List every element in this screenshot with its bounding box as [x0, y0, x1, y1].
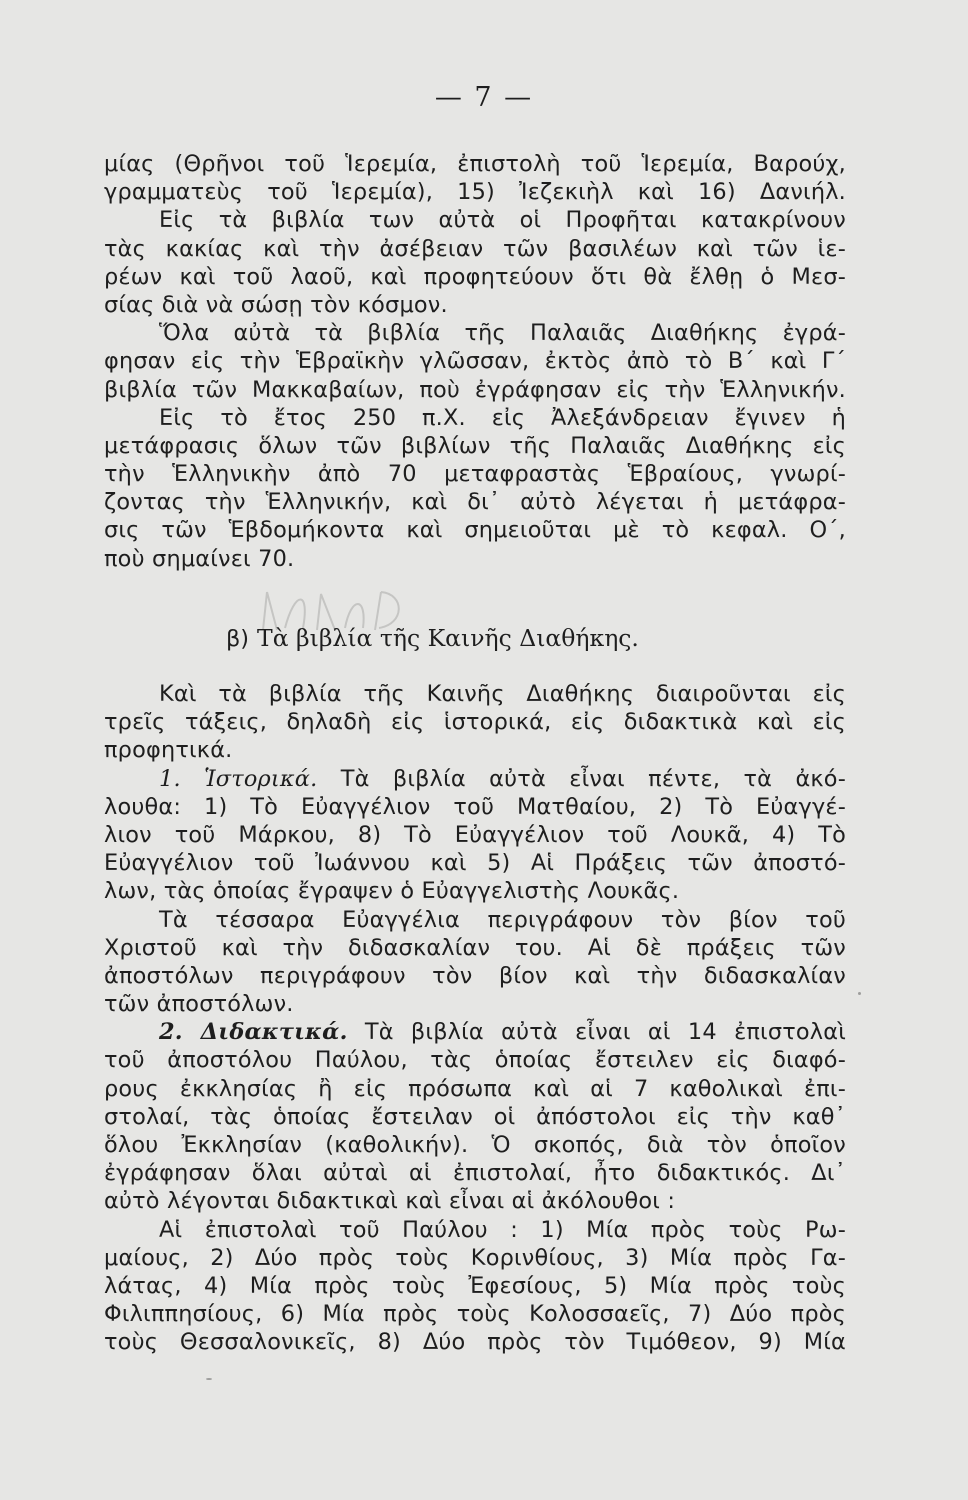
paper-speck	[206, 1378, 212, 1380]
text-line	[104, 1328, 846, 1356]
line-text: σις τῶν Ἑβδομήκοντα καὶ σημειοῦται μὲ τὸ κεφαλ. Ο΄,	[104, 517, 846, 544]
line-text: Καὶ τὰ βιβλία τῆς Καινῆς Διαθήκης διαιροῦνται εἰς	[159, 681, 846, 707]
text-line	[104, 1159, 846, 1187]
line-text: φησαν εἰς τὴν Ἑβραϊκὴν γλῶσσαν, ἐκτὸς ἀπὸ τὸ Β΄ καὶ Γ΄	[104, 348, 846, 375]
section-title: Τὰ βιβλία τῆς Καινῆς Διαθήκης.	[257, 624, 639, 652]
line-text: Εἰς τὸ ἔτος 250 π.Χ. εἰς Ἀλεξάνδρειαν ἔγινεν ἡ	[159, 404, 846, 431]
line-text: ρους ἐκκλησίας ἢ εἰς πρόσωπα καὶ αἱ 7 καθολικαὶ ἐπι-	[104, 1075, 846, 1102]
text-line	[104, 150, 846, 178]
line-text: Αἱ ἐπιστολαὶ τοῦ Παύλου : 1) Μία πρὸς τοὺς Ρω-	[159, 1216, 846, 1243]
old-testament-paragraphs	[104, 150, 846, 573]
new-testament-paragraphs	[104, 680, 846, 1357]
section-marker: β)	[226, 626, 250, 652]
text-line	[104, 1046, 846, 1074]
line-text: τῶν ἀποστόλων.	[104, 991, 294, 1018]
text-line	[104, 765, 846, 793]
line-text: μίας (Θρῆνοι τοῦ Ἱερεμία, ἐπιστολὴ τοῦ Ἱερεμία, Βαρούχ,	[104, 151, 846, 177]
text-line	[104, 1018, 846, 1046]
subsection-heading: 2. Διδακτικά.	[159, 1019, 348, 1046]
text-line	[104, 962, 846, 990]
line-text: ὅλου Ἐκκλησίαν (καθολικήν). Ὁ σκοπός, διὰ τὸν ὁποῖον	[104, 1132, 846, 1158]
line-text: λιον τοῦ Μάρκου, 8) Τὸ Εὐαγγέλιον τοῦ Λουκᾶ, 4) Τὸ	[104, 821, 846, 848]
line-text: τοῦ ἀποστόλου Παύλου, τὰς ὁποίας ἔστειλεν εἰς διαφό-	[104, 1047, 846, 1074]
line-text: σίας διὰ νὰ σώσῃ τὸν κόσμον.	[104, 291, 448, 318]
text-line	[104, 178, 846, 206]
text-line	[104, 1216, 846, 1244]
line-text: μαίους, 2) Δύο πρὸς τοὺς Κορινθίους, 3) Μία πρὸς Γα-	[104, 1244, 846, 1271]
line-text: μετάφρασις ὅλων τῶν βιβλίων τῆς Παλαιᾶς Διαθήκης εἰς	[104, 432, 846, 459]
text-line	[104, 404, 846, 432]
line-text: ρέων καὶ τοῦ λαοῦ, καὶ προφητεύουν ὅτι θὰ ἔλθῃ ὁ Μεσ-	[104, 263, 846, 290]
text-line	[104, 263, 846, 291]
line-text: λων, τὰς ὁποίας ἔγραψεν ὁ Εὐαγγελιστὴς Λουκᾶς.	[104, 878, 680, 905]
text-line	[104, 793, 846, 821]
line-text: ζοντας τὴν Ἑλληνικήν, καὶ δι᾽ αὐτὸ λέγεται ἡ μετάφρα-	[104, 489, 846, 516]
line-text: λάτας, 4) Μία πρὸς τοὺς Ἐφεσίους, 5) Μία πρὸς τοὺς	[104, 1272, 846, 1299]
text-line	[104, 934, 846, 962]
line-text: Τὰ βιβλία αὐτὰ εἶναι αἱ 14 ἐπιστολαὶ	[347, 1019, 846, 1046]
text-line	[104, 545, 846, 573]
text-line	[104, 376, 846, 404]
page-number: — 7 —	[434, 82, 534, 113]
text-line	[104, 1244, 846, 1272]
line-text: Χριστοῦ καὶ τὴν διδασκαλίαν του. Αἱ δὲ πράξεις τῶν	[104, 934, 846, 961]
line-text: τὴν Ἑλληνικὴν ἀπὸ 70 μεταφραστὰς Ἑβραίους, γνωρί-	[104, 461, 846, 488]
line-text: τρεῖς τάξεις, δηλαδὴ εἰς ἱστορικά, εἰς διδακτικὰ καὶ εἰς	[104, 709, 846, 736]
text-line	[104, 488, 846, 516]
text-line	[104, 347, 846, 375]
line-text: λουθα: 1) Τὸ Εὐαγγέλιον τοῦ Ματθαίου, 2) Τὸ Εὐαγγέ-	[104, 793, 846, 820]
line-text: Ὅλα αὐτὰ τὰ βιβλία τῆς Παλαιᾶς Διαθήκης ἐγρά-	[159, 320, 846, 347]
line-text: Τὰ τέσσαρα Εὐαγγέλια περιγράφουν τὸν βίον τοῦ	[159, 906, 846, 933]
text-line	[104, 990, 846, 1018]
line-text: αὐτὸ λέγονται διδακτικαὶ καὶ εἶναι αἱ ἀκόλουθοι :	[104, 1188, 676, 1215]
text-line	[104, 516, 846, 544]
text-line	[104, 460, 846, 488]
text-line	[104, 1272, 846, 1300]
text-line	[104, 680, 846, 708]
text-line	[104, 1300, 846, 1328]
text-line	[104, 877, 846, 905]
line-text: στολαί, τὰς ὁποίας ἔστειλαν οἱ ἀπόστολοι εἰς τὴν καθ᾽	[104, 1103, 846, 1130]
text-line	[104, 1131, 846, 1159]
section-heading-new-testament	[226, 624, 639, 652]
text-line	[104, 235, 846, 263]
text-line	[104, 432, 846, 460]
text-line	[104, 291, 846, 319]
line-text: προφητικά.	[104, 737, 233, 764]
text-line	[104, 206, 846, 234]
line-text: Εὐαγγέλιον τοῦ Ἰωάννου καὶ 5) Αἱ Πράξεις τῶν ἀποστό-	[104, 850, 846, 877]
line-text: ποὺ σημαίνει 70.	[104, 545, 295, 572]
text-line	[104, 821, 846, 849]
text-line	[104, 1075, 846, 1103]
text-line	[104, 849, 846, 877]
subsection-heading: 1. Ἱστορικά.	[159, 765, 318, 792]
line-text: βιβλία τῶν Μακκαβαίων, ποὺ ἐγράφησαν εἰς τὴν Ἑλληνικήν.	[104, 376, 846, 403]
line-text: ἀποστόλων περιγράφουν τὸν βίον καὶ τὴν διδασκαλίαν	[104, 962, 846, 989]
line-text: Εἰς τὰ βιβλία των αὐτὰ οἱ Προφῆται κατακρίνουν	[159, 207, 846, 234]
line-text: ἐγράφησαν ὅλαι αὐταὶ αἱ ἐπιστολαί, ἦτο διδακτικός. Δι᾽	[104, 1160, 846, 1187]
paper-speck	[858, 992, 861, 995]
text-line	[104, 319, 846, 347]
line-text: Τὰ βιβλία αὐτὰ εἶναι πέντε, τὰ ἀκό-	[317, 765, 846, 792]
line-text: Φιλιππησίους, 6) Μία πρὸς τοὺς Κολοσσαεῖς, 7) Δύο πρὸς	[104, 1301, 846, 1328]
text-line	[104, 708, 846, 736]
text-line	[104, 1187, 846, 1215]
text-line	[104, 1103, 846, 1131]
line-text: γραμματεὺς τοῦ Ἱερεμία), 15) Ἰεζεκιὴλ καὶ 16) Δανιήλ.	[104, 179, 846, 206]
line-text: τὰς κακίας καὶ τὴν ἀσέβειαν τῶν βασιλέων καὶ τῶν ἱε-	[104, 235, 846, 262]
line-text: τοὺς Θεσσαλονικεῖς, 8) Δύο πρὸς τὸν Τιμόθεον, 9) Μία	[104, 1329, 846, 1356]
text-line	[104, 906, 846, 934]
text-line	[104, 736, 846, 764]
